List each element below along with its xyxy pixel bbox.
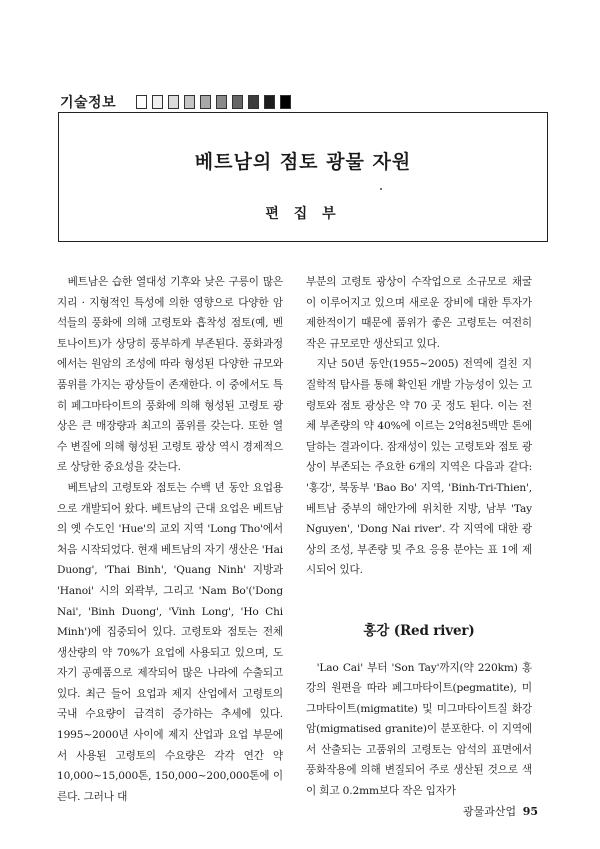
- gradient-square: [264, 95, 275, 109]
- page-number: 95: [522, 805, 538, 818]
- decorative-dot: [380, 188, 382, 190]
- section-tag: 기술정보: [60, 95, 117, 111]
- gradient-square: [136, 95, 147, 109]
- gradient-square: [184, 95, 195, 109]
- left-column: [57, 272, 283, 807]
- paragraph: 베트남의 고령토와 점토는 수백 년 동안 요업용으로 개발되어 왔다. 베트남의 근대 요업은 베트남의 옛 수도인 'Hue'의 교외 지역 'Long Tho'에서 처음 시작되었다. 현재 베트남의 자기 생산은 'Hai Duong', 'Thai Binh', 'Quang Ninh' 지방과 'Hanoi' 시의 외곽부, 그리고 'Nam Bo'('Dong Nai', 'Binh Duong', 'Vinh Long', 'Ho Chi Minh')에 집중되어 있다. 고령토와 점토는 전체 생산량의 약 70%가 요업에 사용되고 있으며, 도자기 공예품으로 제작되어 많은 나라에 수출되고 있다. 최근 들어 요업과 제지 산업에서 고령토의 국내 수요량이 급격히 증가하는 추세에 있다. 1995~2000년 사이에 제지 산업과 요업 부문에서 사용된 고령토의 수요량은 각각 연간 약 10,000~15,000톤, 150,000~200,000톤에 이른다. 그러나 대: [57, 481, 283, 803]
- magazine-name: 광물과산업: [463, 805, 517, 818]
- article-title: 베트남의 점토 광물 자원: [194, 151, 412, 173]
- gradient-square: [200, 95, 211, 109]
- gradient-square: [280, 95, 291, 109]
- paragraph: 지난 50년 동안(1955~2005) 전역에 걸친 지질학적 탐사를 통해 확인된 개발 가능성이 있는 고령토와 점토 광상은 약 70 곳 정도 된다. 이는 전체 부존량의 약 40%에 이르는 2억8천5백만 톤에 달하는 결과이다. 잠재성이 있는 고령토와 점토 광상이 부존되는 주요한 6개의 지역은 다음과 같다: '홍강', 북동부 'Bao Bo' 지역, 'Binh-Tri-Thien', 베트남 중부의 해안가에 위치한 지방, 남부 'Tay Nguyen', 'Dong Nai river'. 각 지역에 대한 광상의 조성, 부존량 및 주요 응용 분야는 표 1에 제시되어 있다.: [306, 358, 532, 577]
- paragraph: 'Lao Cai' 부터 'Son Tay'까지(약 220km) 홍강의 원편을 따라 페그마타이트(pegmatite), 미그마타이트(migmatite) 및 미그마타이트질 화강암(migmatised granite)이 분포한다. 이 지역에서 산출되는 고품위의 고령토는 암석의 표면에서 풍화작용에 의해 변질되어 주로 생산된 것으로 색이 희고 0.2mm보다 작은 입자가: [306, 661, 532, 798]
- byline: 편 집 부: [265, 206, 341, 222]
- gradient-square: [168, 95, 179, 109]
- title-box: [58, 112, 548, 242]
- gradient-square: [232, 95, 243, 109]
- gradient-square: [248, 95, 259, 109]
- page-footer: [463, 803, 538, 819]
- section-subheading: 홍강 (Red river): [363, 622, 475, 639]
- paragraph: 부분의 고령토 광상이 수작업으로 소규모로 채굴이 이루어지고 있으며 새로운 장비에 대한 투자가 제한적이기 때문에 품위가 좋은 고령토는 여전히 작은 규모로만 생산되고 있다.: [306, 276, 532, 350]
- decorative-squares: [136, 95, 291, 109]
- gradient-square: [152, 95, 163, 109]
- paragraph: 베트남은 습한 열대성 기후와 낮은 구릉이 많은 지리 · 지형적인 특성에 의한 영향으로 다양한 암석들의 풍화에 의해 고령토와 흡착성 점토(예, 벤토나이트)가 상당히 풍부하게 부존된다. 풍화과정에서는 원암의 조성에 따라 형성된 다양한 규모와 품위를 가지는 광상들이 존재한다. 이 중에서도 특히 페그마타이트의 풍화에 의해 형성된 고령토 광상은 큰 매장량과 최고의 품위를 갖는다. 또한 열수 변질에 의해 형성된 고령토 광상 역시 경제적으로 상당한 중요성을 갖는다.: [57, 276, 283, 474]
- gradient-square: [216, 95, 227, 109]
- right-column: [306, 272, 532, 802]
